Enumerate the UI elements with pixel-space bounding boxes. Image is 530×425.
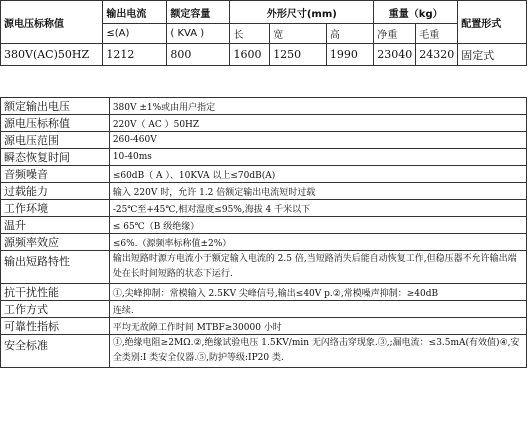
spec-label: 音频噪音 (1, 166, 110, 183)
spec-label: 瞬态恢复时间 (1, 149, 110, 166)
header-config: 配置形式 (458, 1, 527, 44)
spec-row (1, 251, 527, 284)
technical-parameters-table (0, 97, 527, 368)
cell-gross-weight: 24320 (416, 44, 458, 66)
cell-capacity: 800 (167, 44, 230, 66)
spec-value: 10-40ms (109, 149, 526, 166)
header-rated-capacity: 额定容量 (167, 1, 230, 24)
spec-row (1, 200, 527, 217)
cell-current: 1212 (103, 44, 167, 66)
spec-value: 连续. (109, 301, 526, 318)
spec-value: 220V（ AC ）50HZ (109, 115, 526, 132)
cell-length: 1600 (230, 44, 270, 66)
spec-row (1, 132, 527, 149)
spec-value: 平均无故障工作时间 MTBF≥30000 小时 (109, 318, 526, 335)
cell-height: 1990 (326, 44, 373, 66)
header-output-current: 输出电流 (103, 1, 167, 24)
subheader-height: 高 (326, 24, 373, 44)
header-dimensions: 外形尺寸(mm) (230, 1, 374, 24)
spec-label: 过载能力 (1, 183, 110, 200)
spec-label: 安全标准 (1, 335, 110, 368)
spec-value: 380V ±1%或由用户指定 (109, 98, 526, 115)
spec-row (1, 217, 527, 234)
spec-row (1, 284, 527, 301)
spec-row (1, 115, 527, 132)
spec-row (1, 234, 527, 251)
spec-value: ≤60dB（ A ）、10KVA 以上≤70dB(A) (109, 166, 526, 183)
spec-row (1, 318, 527, 335)
spec-label: 温升 (1, 217, 110, 234)
spec-value: ≤6%.（源频率标称值±2%） (109, 234, 526, 251)
model-spec-table (0, 0, 527, 66)
spec-row (1, 301, 527, 318)
subheader-current-unit: ≤(A) (103, 24, 167, 44)
spec-label: 源电压标称值 (1, 115, 110, 132)
spec-value: ①,绝缘电阻≥2MΩ.②,绝缘试验电压 1.5KV/min 无闪络击穿现象.③,;漏电流：≤3.5mA(有效值)④,安全类别:I 类安全仪器.⑤,防护等级:IP20 类. (109, 335, 526, 368)
spec-value: 输入 220V 时，允许 1.2 倍额定输出电流短时过载 (109, 183, 526, 200)
spec-row (1, 183, 527, 200)
spec-value: ①,尖峰抑制：常模输入 2.5KV 尖峰信号,输出≤40V p.②,常模噪声抑制：≥40dB (109, 284, 526, 301)
cell-net-weight: 23040 (374, 44, 416, 66)
subheader-length: 长 (230, 24, 270, 44)
spec-label: 工作方式 (1, 301, 110, 318)
spec-label: 源频率效应 (1, 234, 110, 251)
header-rated-voltage: 源电压标称值 (1, 1, 103, 44)
spec-label: 额定输出电压 (1, 98, 110, 115)
spec-value: 输出短路时源方电流小于额定输入电流的 2.5 倍,当短路消失后能自动恢复工作,但稳压器不允许输出端处在长时间短路的状态下运行. (109, 251, 526, 284)
subheader-width: 宽 (270, 24, 327, 44)
header-weight: 重量（kg） (374, 1, 458, 24)
subheader-gross-weight: 毛重 (416, 24, 458, 44)
cell-config: 固定式 (458, 44, 527, 66)
spec-value: 260-460V (109, 132, 526, 149)
cell-width: 1250 (270, 44, 327, 66)
spec-value: ≤ 65℃（B 级绝缘） (109, 217, 526, 234)
spec-label: 抗干扰性能 (1, 284, 110, 301)
subheader-capacity-unit: ( KVA ) (167, 24, 230, 44)
spec-row (1, 98, 527, 115)
spec-value: -25℃至+45℃,相对湿度≤95%,海拔 4 千米以下 (109, 200, 526, 217)
spec-row (1, 149, 527, 166)
spec-label: 工作环境 (1, 200, 110, 217)
cell-voltage: 380V(AC)50HZ (1, 44, 103, 66)
spec-label: 输出短路特性 (1, 251, 110, 284)
spec-label: 可靠性指标 (1, 318, 110, 335)
subheader-net-weight: 净重 (374, 24, 416, 44)
spec-row (1, 335, 527, 368)
spec-row (1, 166, 527, 183)
spec-label: 源电压范围 (1, 132, 110, 149)
